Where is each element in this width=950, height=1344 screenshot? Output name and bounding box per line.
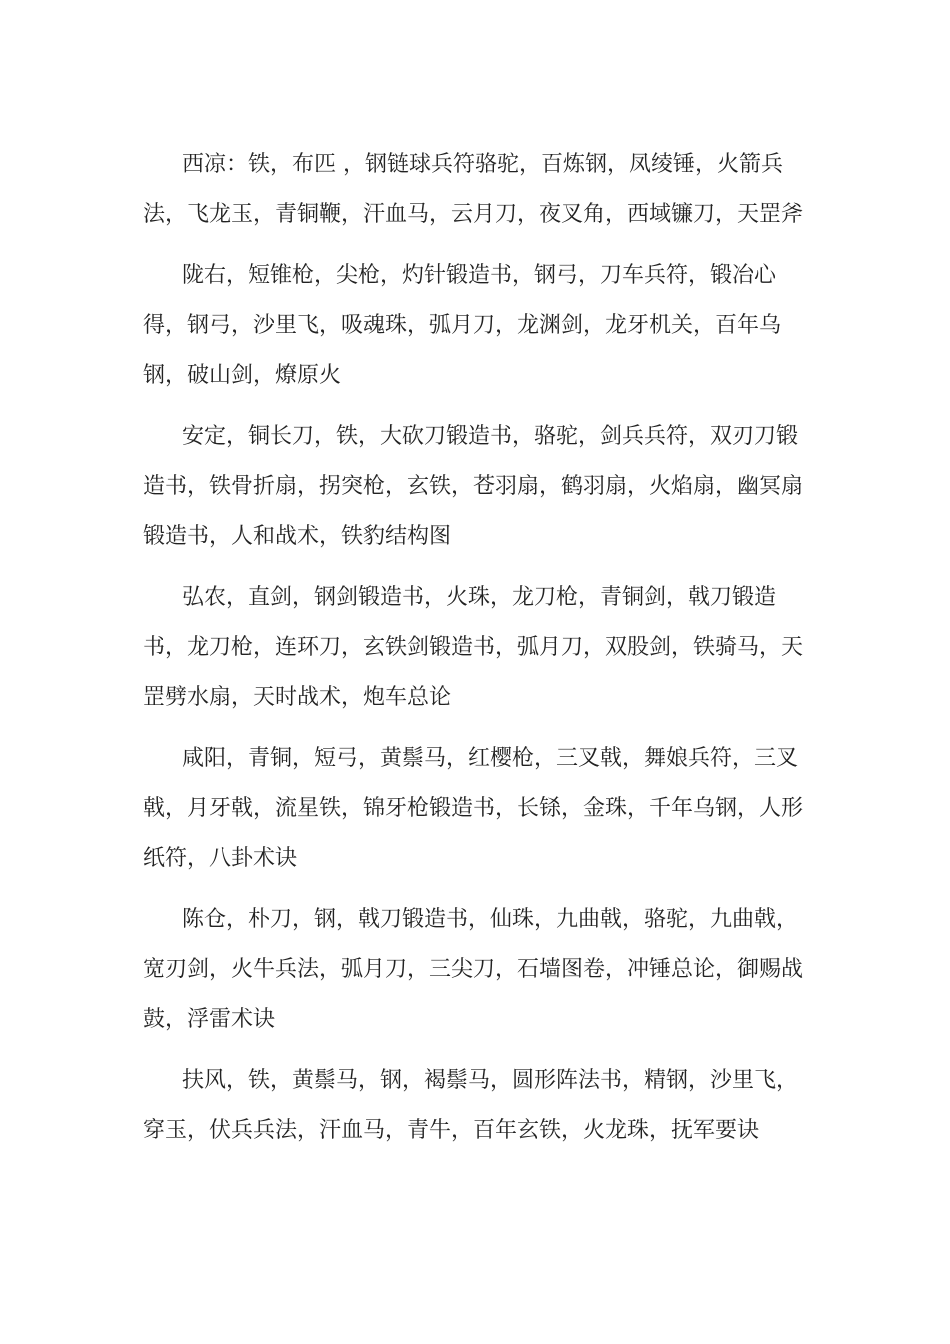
- paragraph-xianyang: 咸阳，青铜，短弓，黄鬃马，红樱枪，三叉戟，舞娘兵符，三叉戟，月牙戟，流星铁，锦牙枪锻造书，长铩，金珠，千年乌钢，人形纸符，八卦术诀: [143, 746, 804, 871]
- paragraph-fufeng: 扶风，铁，黄鬃马，钢，褐鬃马，圆形阵法书，精钢，沙里飞，穿玉，伏兵兵法，汗血马，青牛，百年玄铁，火龙珠，抚军要诀: [143, 1068, 799, 1143]
- paragraph-longyou: 陇右，短锥枪，尖枪，灼针锻造书，钢弓，刀车兵符，锻冶心得，钢弓，沙里飞，吸魂珠，弧月刀，龙渊剑，龙牙机关，百年乌钢，破山剑，燎原火: [143, 263, 782, 388]
- paragraph-chencang: 陈仓，朴刀，钢，戟刀锻造书，仙珠，九曲戟，骆驼，九曲戟，宽刃剑，火牛兵法，弧月刀，三尖刀，石墙图卷，冲锤总论，御赐战鼓，浮雷术诀: [143, 907, 804, 1032]
- paragraph-hongnong: 弘农，直剑，钢剑锻造书，火珠，龙刀枪，青铜剑，戟刀锻造书，龙刀枪，连环刀，玄铁剑锻造书，弧月刀，双股剑，铁骑马，天罡劈水扇，天时战术，炮车总论: [143, 585, 804, 710]
- document-body: [143, 140, 803, 1167]
- paragraph-xiliang: 西凉：铁，布匹 ，钢链球兵符骆驼，百炼钢，凤绫锤，火箭兵法，飞龙玉，青铜鞭，汗血马，云月刀，夜叉角，西域镰刀，天罡斧: [143, 152, 804, 227]
- paragraph-anding: 安定，铜长刀，铁，大砍刀锻造书，骆驼，剑兵兵符，双刃刀锻造书，铁骨折扇，拐突枪，玄铁，苍羽扇，鹤羽扇，火焰扇，幽冥扇锻造书，人和战术，铁豹结构图: [143, 424, 804, 549]
